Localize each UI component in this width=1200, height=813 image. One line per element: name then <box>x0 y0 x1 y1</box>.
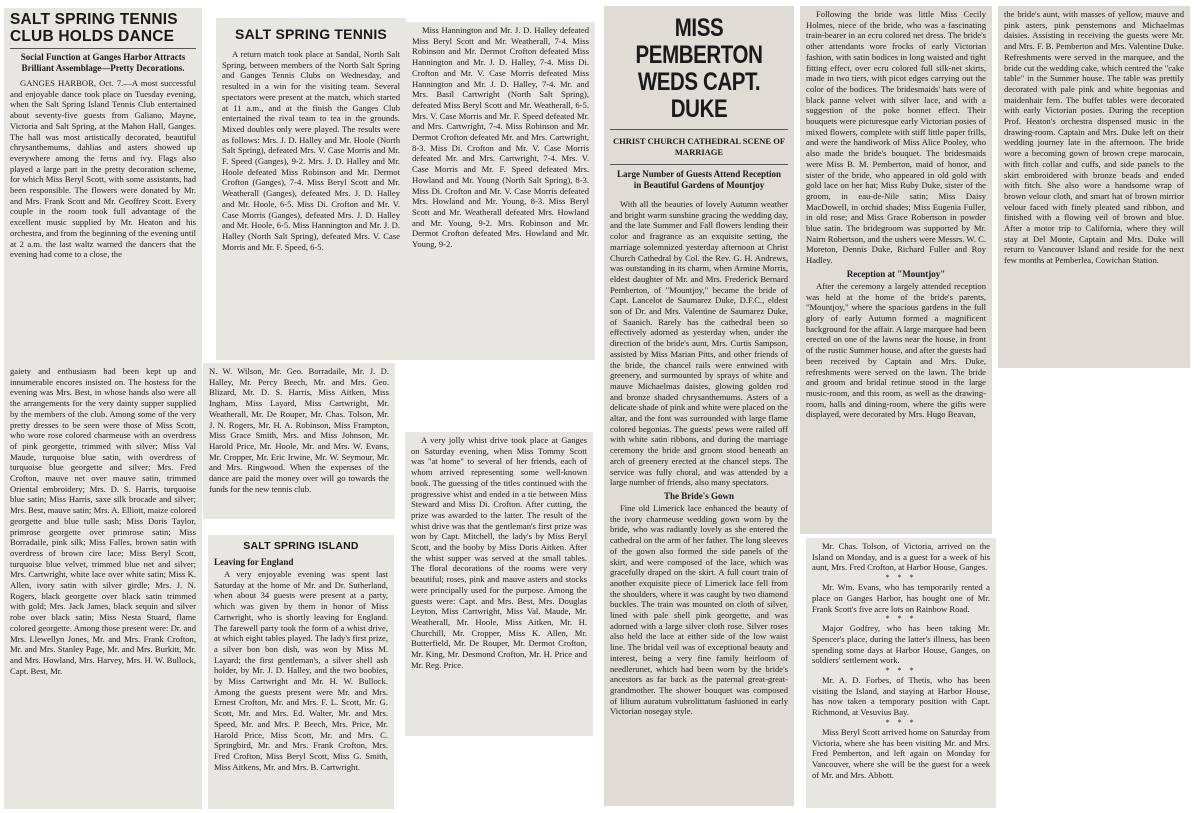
subhead-tennis-dance: Social Function at Ganges Harbor Attracts Brilliant Assemblage—Pretty Decorations. <box>20 52 186 73</box>
article-body: With all the beauties of lovely Autumn weather and bright warm sunshine gracing the wedding day, and the late Summer and Fall flowers lending their color and fragrance as an exquisite setting, the marriage solemnized yesterday afternoon at Christ Church Cathedral by Col. the Rev. G. H. Andrews, was outstanding in its charm, when Armine Morris, eldest daughter of Mr. and Mrs. Frederick Bernard Pemberton, of "Mountjoy," became the bride of Capt. Lancelot de Saumarez Duke, D.F.C., eldest son of Dr. and Mrs. Valentine de Saumarez Duke, of Saanich. Rarely has the cathedral been so effectively adorned as yesterday when, under the direction of the bride's aunt, Mrs. Curtis Sampson, assisted by Miss Marian Pitts, and other friends of the bride, the chancel rails were entwined with greenery, and surmounted by sprays of white and mauve Michaelmas daisies, glowing golden rod and bronze shaded chrysanthemums. Asters of a delicate shade of pink and white were placed on the altar, and the font was surrounded with large flame colored begonias. The guests' pews were railed off with white satin ribbons, and during the marriage ceremony the bride and groom stood beneath an arch of greenery erected at the chancel steps. The service was fully choral, and was attended by a large number of friends, also many spectators. <box>610 199 788 488</box>
divider <box>610 164 788 165</box>
note-item: Mr. A. D. Forbes, of Thetis, who has been visiting the Island, and staying at Harbor House, has now taken a temporary position with Capt. Richmond, at Vesuvius Bay. <box>812 675 990 718</box>
article-body: Following the bride was little Miss Cecily Holmes, niece of the bride, who was a fascinating train-bearer in an ecru colored net dress. The bride's other attendants wore frocks of early Victorian fashion, with satin bodices in long waisted and tight fitting effect, over ecru colored full silk-net skirts, made in two tiers, with picot edges carrying out the color of the bodices. The bridesmaids' hats were of black panne velvet with silver lace, and with a suggestion of the poke bonnet effect. Their bouquets were picturesque early Victorian posies of mixed flowers, complete with stiff little paper frills, and were the handiwork of Miss Alice Pooley, who also made the bride's bouquet. The bridesmaids were Miss B. M. Pemberton, maid of honor, and sister of the bride, who appeared in old gold with gold lace on her hat; Miss Ruby Duke, sister of the groom, in eau-de-Nile satin; Miss Daisy MacDowell, in orchid shades; Miss Eugenia Fuller, in old rose; and Miss Grace Robertson in powder blue satin. The bridegroom was supported by Mr. Nairn Robertson, and the ushers were Messrs. W. C. Moreton, Dennis Duke, Richard Fuller and Roy Hadley. <box>806 9 986 266</box>
note-item: Mr. Chas. Tolson, of Victoria, arrived on the Island on Monday, and is a guest for a week of his aunt, Mrs. Fred Crofton, at Harbor House, Ganges. <box>812 541 990 573</box>
section-brides-gown: The Bride's Gown <box>663 490 734 501</box>
clipping-tennis-dance-continued <box>4 363 202 809</box>
clipping-wedding-continued <box>800 6 992 534</box>
separator-stars: * * * <box>885 573 917 583</box>
clipping-tennis-results <box>406 22 595 360</box>
divider <box>10 48 196 49</box>
clipping-whist-drive <box>405 432 593 736</box>
article-body: A return match took place at Sandal, North Salt Spring, between members of the North Salt Spring and Ganges Tennis Clubs on Wednesday, and resulted in a win for the visiting team. Several spectators were present at the match, which started at 11 a.m., and at the finish the Ganges Club entertained the rival team to tea in the grounds. Mixed doubles only were played. The results were as follows: Mrs. J. D. Halley and Mr. Hoole (North Salt Spring), defeated Mrs. V. Case Morris and Mr. F. Speed (Ganges), 9-2. Mrs. J. D. Halley and Mr. Hoole defeated Miss Robinson and Mr. Dermot Crofton (Ganges), 7-4. Miss Beryl Scott and Mr. Weatherall (Ganges), defeated Mrs. J. D. Halley and Mr. Hoole, 6-5. Miss Di. Crofton and Mr. V. Case Morris (Ganges), defeated Mrs. J. D. Halley and Mr. Hoole, 6-5. Miss Hannington and Mr. J. D. Halley (North Salt Spring), defeated Mrs. V. Case Morris and Mr. F. Speed, 6-5. <box>222 49 400 252</box>
article-body: Miss Hannington and Mr. J. D. Halley defeated Miss Beryl Scott and Mr. Weatherall, 7-4. Miss Robinson and Mr. Dermot Crofton defeated Miss Hannington and Mr. J. D. Halley, 7-4. Miss Di. Crofton and Mr. V. Case Morris defeated Miss Hannington and Mr. J. D. Halley, 7-4. Mr. and Mrs. Basil Cartwright (North Salt Spring), defeated Miss Beryl Scott and Mr. Weatherall, 6-5. Mrs. V. Case Morris and Mr. F. Speed defeated Mr. and Mrs. Cartwright, 7-4. Miss Robinson and Mr. Dermot Crofton defeated Mr. and Mrs. Cartwright, 8-3. Miss Di. Crofton and Mr. V. Case Morris defeated Mr. and Mrs. Cartwright, 7-4. Mrs. V. Case Morris and Mr. F. Speed defeated Mrs. Howland and Mr. Young (North Salt Spring), 8-3. Miss Di. Crofton and Mr. V. Case Morris defeated Mrs. Howland and Mr. Young, 8-3. Miss Beryl Scott and Mr. Weatherall defeated Mrs. Howland and Mr. Young, 9-2. Mrs. Robinson and Mr. Dermot Crofton defeated Mrs. Howland and Mr. Young, 9-2. <box>412 25 589 250</box>
clipping-tennis-dance <box>4 8 202 364</box>
article-body: A very jolly whist drive took place at Ganges on Saturday evening, when Miss Tommy Scott was "at home" to several of her friends, each of whom arrived representing some well-known book. The guessing of the titles continued with the progressive whist and ended in a tie between Miss Steward and Miss Di. Crofton. After cutting, the prize was awarded to the latter. The result of the whist drive was that the gentleman's first prize was won by Capt. Mitchell, the lady's by Miss Beryl Scott, and the booby by Miss Doris Aitken. After the whist supper was served at the small tables. The floral decorations of the rooms were very beautiful; roses, pink and mauve asters and stocks were principally used for the purpose. Among the guests were: Capt. and Mrs. Best, Mrs. Douglas Leyton, Miss Cartwright, Miss Val. Maude, Mr. Weatherall, Mr. Hoole, Miss Aitken, Mr. H. Churchill, Mr. Cropper, Miss K. Allen, Mr. Butterfield, Mr. De Rouper, Mr. Dermot Crofton, Mr. King, Mr. Desmond Crofton, Mr. H. Price and Mr. Reg. Price. <box>411 435 587 670</box>
deck-reception: Large Number of Guests Attend Reception in Beautiful Gardens of Mountjoy <box>616 169 782 190</box>
clipping-personal-notes <box>806 538 996 808</box>
note-item: Mr. Wm. Evans, who has temporarily rented a place on Ganges Harbor, has bought one of Mr. Frank Scott's five acre lots on Rainbow Road. <box>812 582 990 614</box>
separator-stars: * * * <box>885 614 917 624</box>
section-reception: Reception at "Mountjoy" <box>846 268 946 279</box>
article-body: gaiety and enthusiasm had been kept up and innumerable encores insisted on. The hostess for the evening was Mrs. Best, in whose hands also were all the arrangements for the very dainty supper supplied by the members of the club. Among some of the very pretty dresses to be seen were those of Miss Scott, who wore rose colored charmeuse with an overdress of pink georgette, trimmed with silver; Miss Val Maude, turquoise blue satin, with overdress of turquoise blue georgette and silver; Mrs. Fred Crofton, mauve net over mauve satin, trimmed Oriental embroidery; Mrs. D. S. Harris, turquoise blue satin; Miss Harris, saxe silk brocade and silver; Mrs. Best, mauve satin; Mrs. A. Elliott, maize colored georgette and blue tulle sash; Miss Doris Taylor, primrose georgette over primrose satin; Miss Borradaile, pink silk; Miss Falles, brown satin with overdress of brown cire lace; Miss Beryl Scott, turquoise blue velvet, trimmed blue net and silver; Mrs. Cartwright, white lace over white satin; Miss K. Allen, ivory satin with silver girdle; Mrs. J. N. Rogers, black georgette over black satin trimmed with gold; Mrs. Jack James, black sequin and silver robe over black satin; Miss Nesta Stuard, flame colored georgette. Among those present were: Dr. and Mrs. Llewellyn Jones, Mr. and Mrs. Frank Crofton, Mr. and Mrs. Stanley Page, Mr. and Mrs. Burkitt, Mr. and Mrs. Howland, Mrs. Harvey, Mrs. H. W. Bullock, Capt. Best, Mr. <box>10 366 196 676</box>
headline-salt-spring-island: SALT SPRING ISLAND <box>243 540 359 552</box>
article-body: After the ceremony a largely attended reception was held at the home of the bride's parents, "Mountjoy," where the spacious gardens in the full glory of early Autumn formed a magnificent background for the affair. A large marquee had been erected on one of the lawns near the house, in front of the rustic Summer house, and after the guests had been received by Captain and Mrs. Duke, refreshments were served on the lawn. The bride and groom and bridal retinue stood in the large music-room, and this room, as well as the drawing-room, halls and dining-room, where the gifts were displayed, were decorated by Mrs. Hugo Beavan, <box>806 280 986 420</box>
note-item: Miss Beryl Scott arrived home on Saturday from Victoria, where she has been visiting Mr. and Mrs. Fred Pemberton, and left again on Monday for Vancouver, where she will be the guest for a week of Mr. and Mrs. Abbott. <box>812 726 990 780</box>
article-body: N. W. Wilson, Mr. Geo. Borradaile, Mr. J. D. Halley, Mr. Percy Beech, Mr. and Mrs. Geo. Blizard, Mr. D. S. Harris, Miss Aitken, Miss Ingham, Miss Layard, Miss Cartwright, Mr. Weatherall, Mr. De Rouper, Mr. Chas. Tolson, Mr. J. N. Rogers, Mr. H. A. Robinson, Miss Frampton, Miss Grace Smith, Mrs. and Miss Johnson, Mr. Harold Price, Mr. Hoole, Mr. and Mrs. W. Evans, Mr. Cropper, Mr. Eric Irwine, Mr. W. Seymour, Mr. and Mrs. Ringwood. When the expenses of the dance are paid the money over will go towards the funds for the new tennis club. <box>209 366 389 494</box>
article-body: Fine old Limerick lace enhanced the beauty of the ivory charmeuse wedding gown worn by the bride, who was radiantly lovely as she entered the cathedral on the arm of her father. The long sleeves of the gown also formed the side panels of the skirt, and were composed of the lace, which was gracefully draped on the skirt. A full court train of another exquisite piece of Limerick lace fell from the shoulders, where it was caught by two diamond buckles. The train was mounted on cloth of silver, lined with pale shell pink georgette, and was adorned with a large silver cloth rose. Silver roses also held the lace at either side of the low waist line. The bridal veil was of exceptional beauty and interest, being a very fine family heirloom of needlerunet, which had been worn by the bride's ancestors as far back as the paternal great-great-grandmother. The shower bouquet was composed of lilium auratum vubrolittatum fashioned in early Victorian nosegay style. <box>610 502 788 717</box>
separator-stars: * * * <box>885 666 917 676</box>
headline-salt-spring-tennis: SALT SPRING TENNIS <box>235 26 387 42</box>
article-body: A very enjoyable evening was spent last Saturday at the home of Mr. and Dr. Sutherland, when about 34 guests were present at a party, which was given by them in honor of Miss Cartwright, who is shortly leaving for England. The farewell party took the form of a whist drive, at which eight tables played. The lady's first prize, a silver bon bon dish, was won by Miss M. Layard; the first gentleman's, a silver shell ash holder, by Mr. J. D. Halley, and the two boobies, by Miss Cartwright and Mr. H. W. Bullock. Among the guests present were Mr. and Mrs. Ernest Crofton, Mr. and Mrs. F. L. Scott, Mr. G. Scott, Mr. and Mrs. Ed. Walter, Mr. and Mrs. Speed, Mr. and Mrs. P. Beech, Mrs. Price, Mr. Harold Price, Miss Scott, Mr. and Mrs. C. Springbird, Mr. and Mrs. Frank Crofton, Mrs. Fred Crofton, Miss Beryl Scott, Miss G. Smith, Miss Aitkens, Mr. and Mrs. B. Cartwright. <box>214 569 388 772</box>
article-body: GANGES HARBOR, Oct. 7.—A most successful and enjoyable dance took place on Tuesday evening, when the Salt Spring Island Tennis Club entertained about seventy-five guests from Galiano, Mayne, Victoria and Salt Spring, at the Mahon Hall, Ganges. The hall was most artistically decorated, beautiful chrysanthemums, dahlias and asters showed up everywhere among the ferns and ivy. Flags also played a large part in the pretty decoration scheme, for which Miss Beryl Scott, with some assistants, had been responsible. The flowers were donated by Mr. and Mrs. Frank Scott and Mr. Geoffrey Scott. Every couple in the room took full advantage of the excellent music supplied by Mr. Heaton and his orchestra, and from the beginning of the evening until at 2 a.m. the last waltz warned the dancers that the evening had come to a close, the <box>10 78 196 260</box>
separator-stars: * * * <box>885 717 917 727</box>
deck-cathedral: CHRIST CHURCH CATHEDRAL SCENE OF MARRIAGE <box>612 136 786 157</box>
article-body: the bride's aunt, with masses of yellow, mauve and pink asters, pink penstemons and Michaelmas daisies. Assisting in receiving the guests were Mr. and Mrs. F. B. Pemberton and Mrs. Valentine Duke. Refreshments were served in the marquee, and the bride cut the wedding cake, which centred the "cake table" in the Summer house. The table was prettily decorated with pale pink and white begonias and maidenhair fern. The buffet tables were decorated with early Victorian posies. During the reception Prof. Heaton's orchestra dispensed music in the drawing-room. Captain and Mrs. Duke left on their wedding journey late in the afternoon. The bride wore a becoming gown of brown crepe marocain, with fitch collar and cuffs, and side panels to the skirt embroidered with bronze beads and ended with fitch. She also wore a handsome wrap of brown velour cloth, and smart hat of brown mirrior velour faced with finely pleated sand ribbon, and finished with a flowing veil of brown and blue. After a motor trip to California, where they will stay at Del Monte, Captain and Mrs. Duke will return to Vancouver Island and reside for the next few months at Pemberlea, Cowichan Station. <box>1004 9 1184 266</box>
headline-tennis-dance: SALT SPRING TENNIS CLUB HOLDS DANCE <box>10 11 178 45</box>
clipping-pemberton-wedding <box>604 6 794 806</box>
note-item: Major Godfrey, who has been taking Mr. Spencer's place, during the latter's illness, has been spending some days at Harbor House, Ganges, on soldiers' settlement work. <box>812 623 990 666</box>
clipping-wedding-conclusion <box>998 6 1190 368</box>
subhead-leaving-england: Leaving for England <box>214 557 294 567</box>
divider <box>610 129 788 130</box>
clipping-salt-spring-island <box>208 535 394 809</box>
headline-pemberton-wedding: MISS PEMBERTON WEDS CAPT. DUKE <box>635 14 763 123</box>
clipping-guest-list <box>203 363 395 519</box>
clipping-salt-spring-tennis <box>216 18 406 360</box>
